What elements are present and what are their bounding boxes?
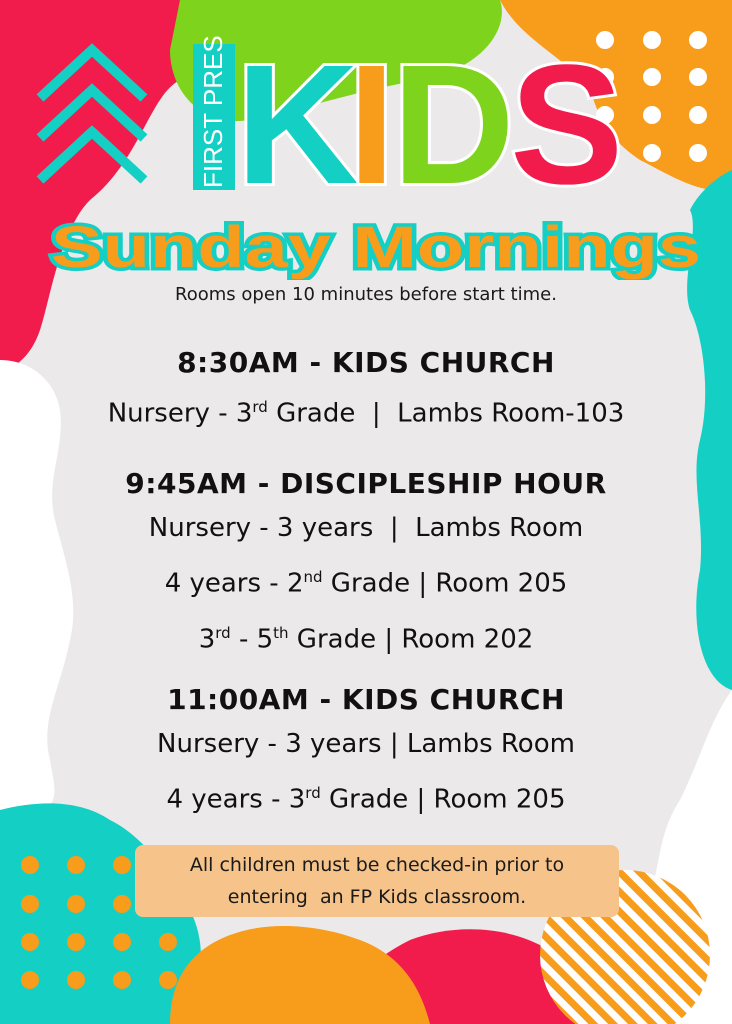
note-line-1: All children must be checked-in prior to [189,854,565,876]
session-3 [0,680,732,825]
brand-small: FIRST PRES [198,35,228,188]
session-line: 4 years - 2nd Grade | Room 205 [164,568,568,599]
session-time: 11:00AM - KIDS CHURCH [167,683,565,716]
session-line: Nursery - 3 years | Lambs Room [148,513,584,543]
session-time: 8:30AM - KIDS CHURCH [177,346,555,379]
session-2 [0,464,732,664]
subtitle: Rooms open 10 minutes before start time. [175,284,557,305]
page-title: Sunday Mornings [51,215,701,280]
note-line-2: entering an FP Kids classroom. [227,886,527,908]
session-line: Nursery - 3rd Grade | Lambs Room-103 [107,398,625,429]
brand-i: I [348,30,396,220]
session-line: Nursery - 3 years | Lambs Room [157,729,575,759]
session-time: 9:45AM - DISCIPLESHIP HOUR [125,467,607,500]
session-line: 3rd - 5th Grade | Room 202 [198,623,534,655]
brand-k: K [236,30,359,220]
check-in-note [135,845,619,917]
brand-d: D [392,30,515,220]
session-1 [0,343,732,439]
brand-s: S [510,30,624,220]
session-line: 4 years - 3rd Grade | Room 205 [166,784,566,815]
